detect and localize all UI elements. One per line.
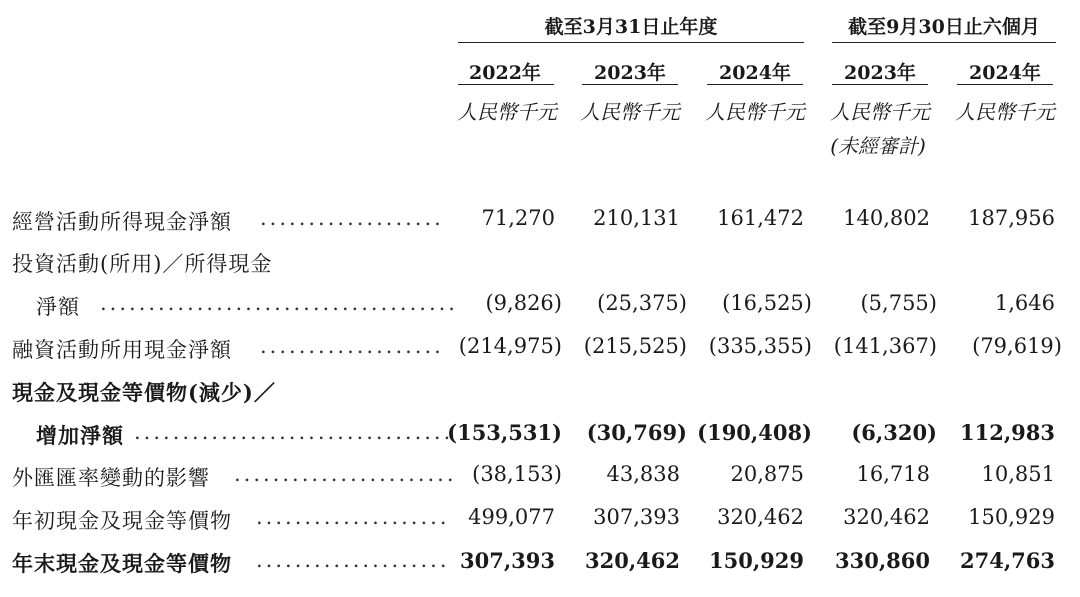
row-label: 經營活動所得現金淨額: [12, 210, 232, 234]
cell-value: (141,367): [833, 334, 937, 358]
cell-value: 307,393: [593, 505, 680, 529]
cell-value: (30,769): [586, 420, 687, 445]
unit-label: 人民幣千元: [580, 100, 680, 124]
cell-value: (214,975): [458, 334, 562, 358]
cell-value: (16,525): [722, 291, 812, 315]
year-header: 2023年: [594, 62, 666, 84]
year-header: 2022年: [469, 62, 541, 84]
cell-value: 320,462: [585, 548, 680, 573]
cell-value: 320,462: [843, 505, 930, 529]
row-label-continued: 淨額: [36, 295, 80, 319]
row-label: 外匯匯率變動的影響: [12, 466, 210, 490]
cell-value: (153,531): [447, 420, 562, 445]
leader-dots: ....................: [256, 548, 450, 572]
cell-value: (215,525): [583, 334, 687, 358]
year-header: 2024年: [719, 62, 791, 84]
cell-value: 112,983: [960, 420, 1055, 445]
row-label: 年初現金及現金等價物: [12, 509, 232, 533]
cell-value: 274,763: [960, 548, 1055, 573]
leader-dots: ...................: [260, 206, 444, 230]
row-label: 融資活動所用現金淨額: [12, 338, 232, 362]
cell-value: 210,131: [593, 206, 680, 230]
row-label: 年末現金及現金等價物: [12, 551, 232, 576]
cell-value: 150,929: [709, 548, 804, 573]
cell-value: 187,956: [968, 206, 1055, 230]
group-header-underline: [832, 42, 1056, 43]
unit-label: 人民幣千元: [955, 100, 1055, 124]
group-header-fiscal-year: 截至3月31日止年度: [544, 16, 718, 38]
year-header: 2024年: [969, 62, 1041, 84]
cell-value: 320,462: [717, 505, 804, 529]
row-label: 投資活動(所用)／所得現金: [12, 252, 273, 276]
cell-value: 20,875: [730, 462, 804, 486]
row-label-continued: 增加淨額: [36, 423, 124, 448]
cell-value: 1,646: [994, 291, 1055, 315]
group-header-six-months: 截至9月30日止六個月: [848, 16, 1040, 38]
cell-value: 43,838: [606, 462, 680, 486]
leader-dots: ...................: [260, 334, 444, 358]
cell-value: (38,153): [472, 462, 562, 486]
unit-label: 人民幣千元: [830, 100, 930, 124]
cell-value: 10,851: [981, 462, 1055, 486]
cell-value: (25,375): [597, 291, 687, 315]
year-underline: [458, 84, 554, 85]
cell-value: 16,718: [856, 462, 930, 486]
cell-value: 499,077: [468, 505, 555, 529]
leader-dots: .................................: [134, 420, 454, 444]
cell-value: 150,929: [968, 505, 1055, 529]
leader-dots: .....................................: [100, 291, 458, 315]
cell-value: (9,826): [485, 291, 562, 315]
year-underline: [957, 84, 1053, 85]
cell-value: 71,270: [481, 206, 555, 230]
unit-label: 人民幣千元: [705, 100, 805, 124]
unaudited-label: (未經審計): [830, 134, 926, 158]
cell-value: 307,393: [460, 548, 555, 573]
cell-value: 161,472: [717, 206, 804, 230]
year-header: 2023年: [844, 62, 916, 84]
cell-value: 330,860: [835, 548, 930, 573]
year-underline: [832, 84, 928, 85]
cell-value: (5,755): [860, 291, 937, 315]
year-underline: [707, 84, 803, 85]
leader-dots: ....................: [256, 505, 450, 529]
cell-value: (6,320): [851, 420, 937, 445]
unit-label: 人民幣千元: [457, 100, 557, 124]
cell-value: (190,408): [697, 420, 812, 445]
leader-dots: .......................: [234, 462, 457, 486]
cell-value: 140,802: [843, 206, 930, 230]
year-underline: [582, 84, 678, 85]
cell-value: (335,355): [708, 334, 812, 358]
cell-value: (79,619): [972, 334, 1062, 358]
group-header-underline: [458, 42, 804, 43]
row-label: 現金及現金等價物(減少)／: [12, 380, 276, 405]
